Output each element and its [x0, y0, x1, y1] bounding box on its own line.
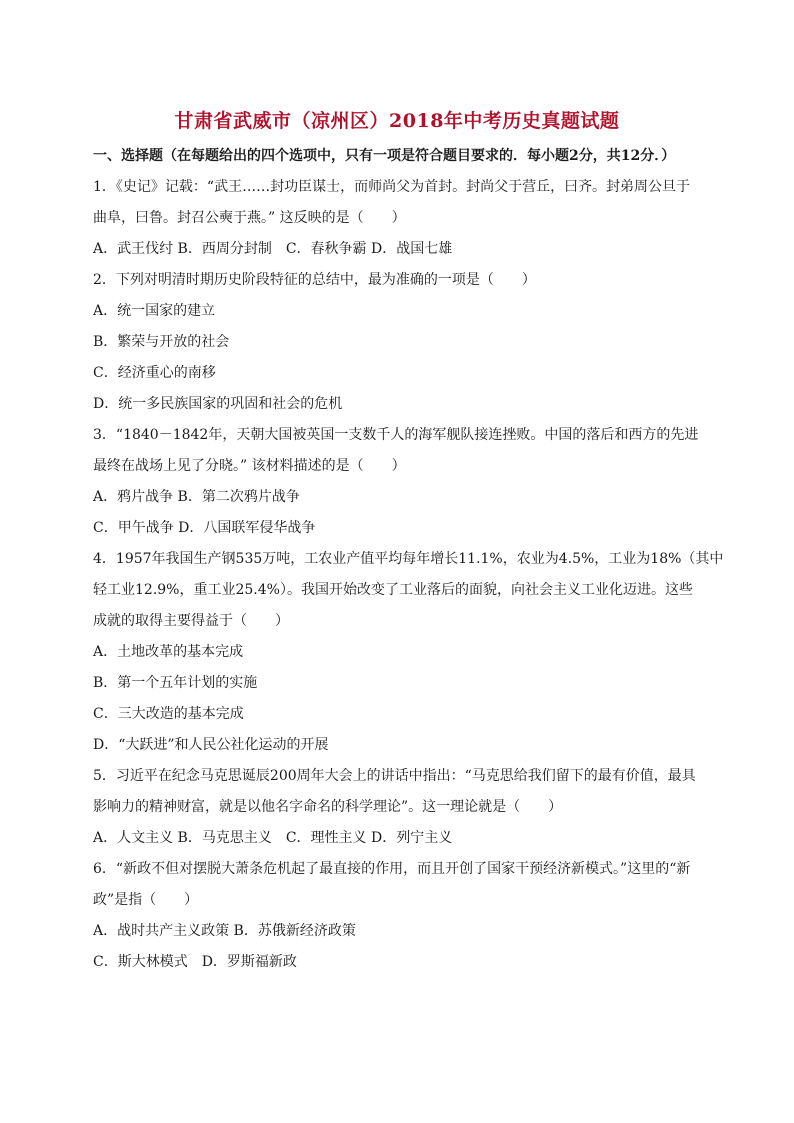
- text-line: C．经济重心的南移: [93, 365, 216, 381]
- text-line: 影响力的精神财富，就是以他名字命名的科学理论”。这一理论就是（ ）: [93, 799, 563, 815]
- text-line: 2．下列对明清时期历史阶段特征的总结中，最为准确的一项是（ ）: [93, 272, 536, 288]
- text-line: C．甲午战争 D．八国联军侵华战争: [93, 520, 316, 536]
- text-line: A．人文主义 B．马克思主义 C．理性主义 D．列宁主义: [93, 830, 453, 846]
- text-line: D．统一多民族国家的巩固和社会的危机: [93, 396, 343, 412]
- text-line: 政”是指（ ）: [93, 892, 199, 908]
- text-line: 最终在战场上见了分晓。” 该材料描述的是（ ）: [93, 458, 406, 474]
- text-line: C．三大改造的基本完成: [93, 706, 244, 722]
- text-line: B．第一个五年计划的实施: [93, 675, 258, 691]
- text-line: B．繁荣与开放的社会: [93, 334, 230, 350]
- section-heading: 一、选择题（在每题给出的四个选项中，只有一项是符合题目要求的．每小题2分，共12分．）: [93, 148, 676, 164]
- text-line: A．战时共产主义政策 B．苏俄新经济政策: [93, 923, 356, 939]
- text-line: C．斯大林模式 D．罗斯福新政: [93, 954, 297, 970]
- text-line: A．统一国家的建立: [93, 303, 216, 319]
- text-line: 成就的取得主要得益于（ ）: [93, 613, 289, 629]
- text-line: A．鸦片战争 B．第二次鸦片战争: [93, 489, 300, 505]
- text-line: 3．“1840－1842年，天朝大国被英国一支数千人的海军舰队接连挫败。中国的落后和西方的先进: [93, 427, 699, 443]
- text-line: 曲阜，曰鲁。封召公奭于燕。” 这反映的是（ ）: [93, 210, 406, 226]
- document-title: 甘肃省武威市（凉州区）2018年中考历史真题试题: [174, 110, 620, 132]
- text-line: 轻工业12.9%，重工业25.4%）。我国开始改变了工业落后的面貌，向社会主义工业化迈进。这些: [93, 582, 693, 598]
- text-line: 1．《史记》记载：“武王……封功臣谋士，而师尚父为首封。封尚父于营丘，曰齐。封弟周公旦于: [93, 179, 691, 195]
- text-line: A．武王伐纣 B．西周分封制 C．春秋争霸 D．战国七雄: [93, 241, 453, 257]
- text-line: A．土地改革的基本完成: [93, 644, 244, 660]
- text-line: D．“大跃进”和人民公社化运动的开展: [93, 737, 329, 753]
- text-line: 4．1957年我国生产钢535万吨，工农业产值平均每年增长11.1%，农业为4.5%，工业为18%（其中: [93, 551, 724, 567]
- text-line: 6．“新政不但对摆脱大萧条危机起了最直接的作用，而且开创了国家干预经济新模式。”这里的“新: [93, 861, 691, 877]
- text-line: 5．习近平在纪念马克思诞辰200周年大会上的讲话中指出：“马克思给我们留下的最有价值，最具: [93, 768, 696, 784]
